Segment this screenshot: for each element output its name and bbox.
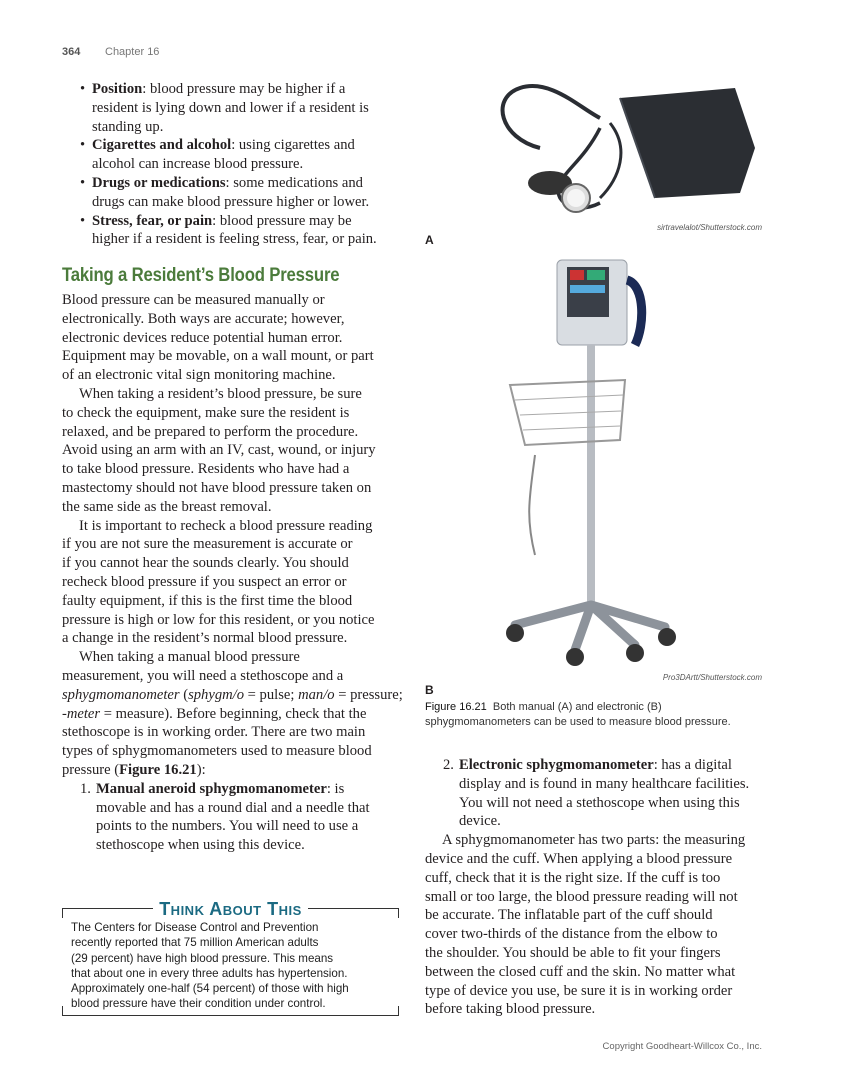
text-run: resident is lying down and lower if a resident is (92, 99, 369, 116)
text-run: Avoid using an arm with an IV, cast, wound, or injury (62, 442, 376, 459)
text-run: : some medications and (225, 174, 363, 191)
bullet-item (62, 80, 377, 99)
text-run: cover two-thirds of the distance from the elbow to (425, 926, 718, 943)
text-run: movable and has a round dial and a needle that (96, 799, 370, 816)
text-line (62, 423, 403, 442)
text-run: : blood pressure may be (212, 212, 352, 229)
text-run: higher if a resident is feeling stress, fear, or pain. (92, 231, 377, 248)
text-run: cuff, check that it is the right size. If the cuff is too (425, 869, 721, 886)
text-line (425, 850, 749, 869)
box-body (71, 920, 349, 1012)
text-run: Electronic sphygmomanometer (459, 757, 654, 773)
copyright-footer: Copyright Goodheart-Willcox Co., Inc. (602, 1041, 762, 1052)
bullet-icon: • (80, 81, 86, 97)
text-run: Equipment may be movable, on a wall mount, or part (62, 348, 374, 365)
text-line (62, 193, 377, 212)
bullet-item (62, 136, 377, 155)
text-line (425, 925, 749, 944)
text-line (62, 667, 403, 686)
text-run: It is important to recheck a blood pressure reading (79, 517, 373, 534)
text-run: device. (459, 813, 501, 830)
text-run: if you are not sure the measurement is accurate or (62, 536, 353, 553)
text-run: electronic devices reduce potential human error. (62, 329, 343, 346)
text-line (425, 831, 749, 850)
think-about-this-box (62, 900, 399, 1016)
text-line (62, 723, 403, 742)
box-line: that about one in every three adults has hypertension. (71, 966, 348, 980)
right-body-text (425, 756, 749, 1019)
text-run: to check the equipment, make sure the resident is (62, 404, 350, 421)
text-line (62, 385, 403, 404)
text-line (62, 329, 403, 348)
text-line (62, 686, 403, 705)
caption-label: Figure 16.21 (425, 701, 487, 713)
text-line (425, 944, 749, 963)
text-line (62, 573, 403, 592)
text-line (425, 775, 749, 794)
text-run: alcohol can increase blood pressure. (92, 156, 304, 173)
text-run: ( (179, 686, 189, 703)
numbered-item (425, 756, 749, 775)
text-line (62, 310, 403, 329)
text-run: electronically. Both ways are accurate; however, (62, 310, 345, 327)
text-run: if you cannot hear the sounds clearly. You should (62, 555, 349, 572)
text-line (62, 441, 403, 460)
box-title: Think About This (62, 900, 399, 918)
text-run: : using cigarettes and (231, 137, 355, 154)
text-run: to take blood pressure. Residents who have had a (62, 461, 350, 478)
text-line (62, 742, 403, 761)
text-run: of an electronic vital sign monitoring machine. (62, 367, 336, 384)
text-line (425, 794, 749, 813)
text-line (62, 761, 403, 780)
text-line (62, 554, 403, 573)
text-line (425, 888, 749, 907)
text-line (62, 817, 403, 836)
section-heading: Taking a Resident’s Blood Pressure (62, 265, 340, 286)
caption-text: Both manual (A) and electronic (B) sphygmomanometers can be used to measure blood pressure. (425, 701, 731, 728)
text-run: the same side as the breast removal. (62, 498, 272, 515)
text-run: : has a digital (653, 757, 732, 773)
text-run: stethoscope is in working order. There are two main (62, 724, 366, 741)
text-line (62, 291, 403, 310)
text-run: A sphygmomanometer has two parts: the measuring (442, 832, 746, 849)
text-line (62, 836, 403, 855)
text-line (62, 705, 403, 724)
text-run: standing up. (92, 118, 164, 135)
text-line (62, 517, 403, 536)
text-run: Blood pressure can be measured manually or (62, 292, 325, 308)
text-run: small or too large, the blood pressure reading will not (425, 888, 738, 905)
text-run: faulty equipment, if this is the first time the blood (62, 592, 353, 609)
text-run: man/o (298, 686, 335, 703)
list-number: 1. (80, 780, 91, 797)
text-run: Stress, fear, or pain (92, 212, 213, 229)
text-run: pressure is high or low for this resident, or you notice (62, 611, 375, 628)
figure-label-a: A (425, 233, 434, 247)
text-line (62, 230, 377, 249)
text-line (62, 118, 377, 137)
text-run: : is (326, 780, 345, 797)
text-line (62, 648, 403, 667)
electronic-sphygmomanometer-image (495, 255, 705, 670)
left-body-text (62, 291, 403, 855)
text-run: Manual aneroid sphygmomanometer (96, 780, 327, 797)
text-run: drugs can make blood pressure higher or lower. (92, 193, 370, 210)
text-run: : blood pressure may be higher if a (142, 81, 346, 97)
credit-b: Pro3DArtt/Shutterstock.com (662, 673, 762, 682)
box-line: Approximately one-half (54 percent) of those with high (71, 982, 349, 996)
text-run: display and is found in many healthcare facilities. (459, 775, 750, 792)
text-line (425, 812, 749, 831)
text-run: type of device you use, be sure it is in working order (425, 982, 733, 999)
credit-a: sirtravelalot/Shutterstock.com (657, 223, 762, 232)
text-run: be accurate. The inflatable part of the cuff should (425, 907, 713, 924)
text-run: Drugs or medications (92, 174, 226, 191)
text-line (425, 982, 749, 1001)
box-bottom-left-tick (62, 1006, 63, 1016)
figure-caption (425, 700, 770, 730)
figure-label-b: B (425, 683, 434, 697)
text-line (425, 1000, 749, 1019)
text-line (62, 799, 403, 818)
text-run: pressure ( (62, 761, 120, 778)
text-line (425, 963, 749, 982)
bullet-item (62, 174, 377, 193)
bullet-icon: • (80, 174, 86, 191)
text-run: sphygmomanometer (62, 686, 180, 703)
text-run: the shoulder. You should be able to fit your fingers (425, 944, 721, 961)
list-number: 2. (443, 757, 454, 773)
text-line (425, 906, 749, 925)
text-run: sphygm/o (188, 686, 245, 703)
risk-factor-list (62, 80, 377, 249)
text-run: Figure 16.21 (119, 761, 197, 778)
text-line (62, 629, 403, 648)
text-run: -meter (62, 705, 101, 722)
text-line (62, 535, 403, 554)
text-line (62, 498, 403, 517)
box-bottom-rule (62, 1015, 399, 1016)
text-line (62, 99, 377, 118)
text-line (62, 592, 403, 611)
text-line (62, 479, 403, 498)
text-line (62, 404, 403, 423)
text-run: device and the cuff. When applying a blood pressure (425, 850, 733, 867)
box-line: The Centers for Disease Control and Prevention (71, 921, 319, 934)
numbered-item (62, 780, 403, 799)
text-run: = pulse; (244, 686, 299, 703)
bullet-icon: • (80, 137, 86, 154)
text-run: between the closed cuff and the skin. No matter what (425, 963, 736, 980)
text-run: relaxed, and be prepared to perform the procedure. (62, 423, 359, 440)
text-run: Cigarettes and alcohol (92, 137, 232, 154)
chapter-label: Chapter 16 (105, 46, 160, 58)
text-run: points to the numbers. You will need to use a (96, 818, 359, 835)
text-line (62, 347, 403, 366)
box-line: blood pressure have their condition under control. (71, 997, 326, 1011)
bullet-item (62, 212, 377, 231)
text-run: types of sphygmomanometers used to measure blood (62, 743, 372, 760)
text-run: = pressure; (334, 686, 403, 703)
text-run: = measure). Before beginning, check that the (100, 705, 367, 722)
text-run: before taking blood pressure. (425, 1001, 596, 1018)
text-line (62, 366, 403, 385)
text-line (62, 155, 377, 174)
text-line (62, 460, 403, 479)
box-bottom-right-tick (398, 1006, 399, 1016)
text-line (62, 611, 403, 630)
text-run: Position (92, 81, 143, 97)
text-run: You will not need a stethoscope when using this (459, 794, 740, 811)
page-number: 364 (62, 46, 81, 58)
text-line (425, 869, 749, 888)
text-run: When taking a manual blood pressure (79, 649, 300, 666)
text-run: stethoscope when using this device. (96, 837, 305, 854)
text-run: a change in the resident’s normal blood pressure. (62, 630, 348, 647)
text-run: When taking a resident’s blood pressure, be sure (79, 385, 362, 402)
bullet-icon: • (80, 212, 86, 229)
manual-sphygmomanometer-image (480, 78, 760, 223)
text-run: mastectomy should not have blood pressure taken on (62, 479, 372, 496)
text-run: measurement, you will need a stethoscope and a (62, 667, 344, 684)
box-line: (29 percent) have high blood pressure. This means (71, 951, 334, 965)
text-run: recheck blood pressure if you suspect an error or (62, 573, 347, 590)
box-line: recently reported that 75 million American adults (71, 936, 319, 950)
text-run: ): (196, 761, 206, 778)
